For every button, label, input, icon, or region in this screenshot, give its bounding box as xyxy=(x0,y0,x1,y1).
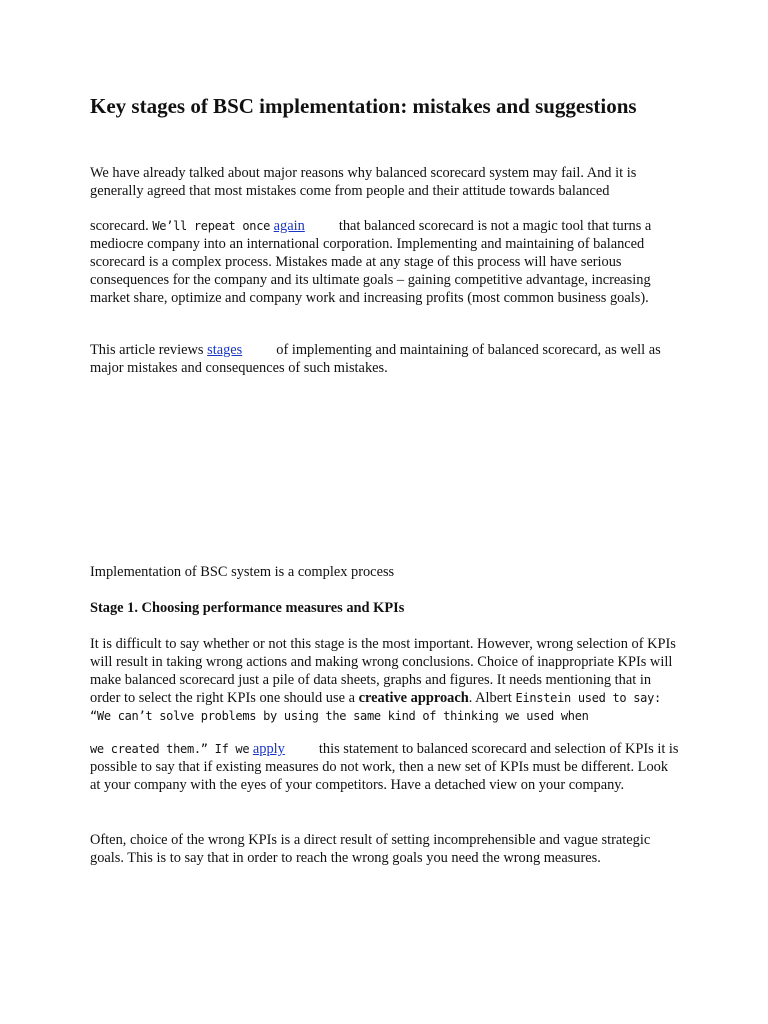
paragraph-article-reviews xyxy=(90,341,680,377)
quote-continuation: we created them.” If we xyxy=(90,742,250,756)
intro-paragraph: We have already talked about major reasons why balanced scorecard system may fail. And it is generally agreed that most mistakes come from people and their attitude towards balanced xyxy=(90,165,637,199)
creative-approach-bold: creative approach xyxy=(358,690,469,706)
article-title: Key stages of BSC implementation: mistakes and suggestions xyxy=(90,94,637,118)
paragraph-lead: scorecard. xyxy=(90,218,153,234)
again-link[interactable]: again xyxy=(273,218,305,234)
image-caption: Implementation of BSC system is a complex process xyxy=(90,564,395,580)
paragraph-text: It is difficult to say whether or not this stage is the most important. However, wrong selection of KPIs will result in taking wrong actions and making wrong conclusions. Choice of inappropriate KPIs will make balanced scorecard just a pile of data sheets, graphs and figures. It needs mentioning that in order to select the right KPIs one should use a xyxy=(90,636,676,706)
paragraph-rest: that balanced scorecard is not a magic tool that turns a mediocre company into an international corporation. Implementing and maintaining of balanced scorecard is a complex process. Mistakes made at any stage of this process will have serious consequences for the company and its ultimate goals – gaining competitive advantage, increasing market share, optimize and company work and increasing profits (most common business goals). xyxy=(90,218,652,306)
paragraph-rest: of implementing and maintaining of balanced scorecard, as well as major mistakes and consequences of such mistakes. xyxy=(90,342,661,376)
paragraph-kpi-selection xyxy=(90,635,680,725)
paragraph-lead: This article reviews xyxy=(90,342,204,358)
paragraph-wrong-goals: Often, choice of the wrong KPIs is a direct result of setting incomprehensible and vague strategic goals. This is to say that in order to reach the wrong goals you need the wrong measures. xyxy=(90,832,651,866)
repeat-phrase: We’ll repeat once xyxy=(152,219,271,233)
paragraph-text-2: . Albert xyxy=(468,690,516,706)
paragraph-magic-tool xyxy=(90,217,680,307)
stage1-heading: Stage 1. Choosing performance measures and KPIs xyxy=(90,600,405,616)
stages-link[interactable]: stages xyxy=(207,342,243,358)
paragraph-rest: this statement to balanced scorecard and selection of KPIs it is possible to say that if existing measures do not work, then a new set of KPIs must be different. Look at your company with the eyes of your competitors. Have a detached view on your company. xyxy=(90,741,679,793)
apply-link[interactable]: apply xyxy=(252,741,285,757)
paragraph-apply-statement xyxy=(90,740,680,794)
einstein-quote: Einstein used to say: “We can’t solve problems by using the same kind of thinking we used when xyxy=(90,691,661,723)
